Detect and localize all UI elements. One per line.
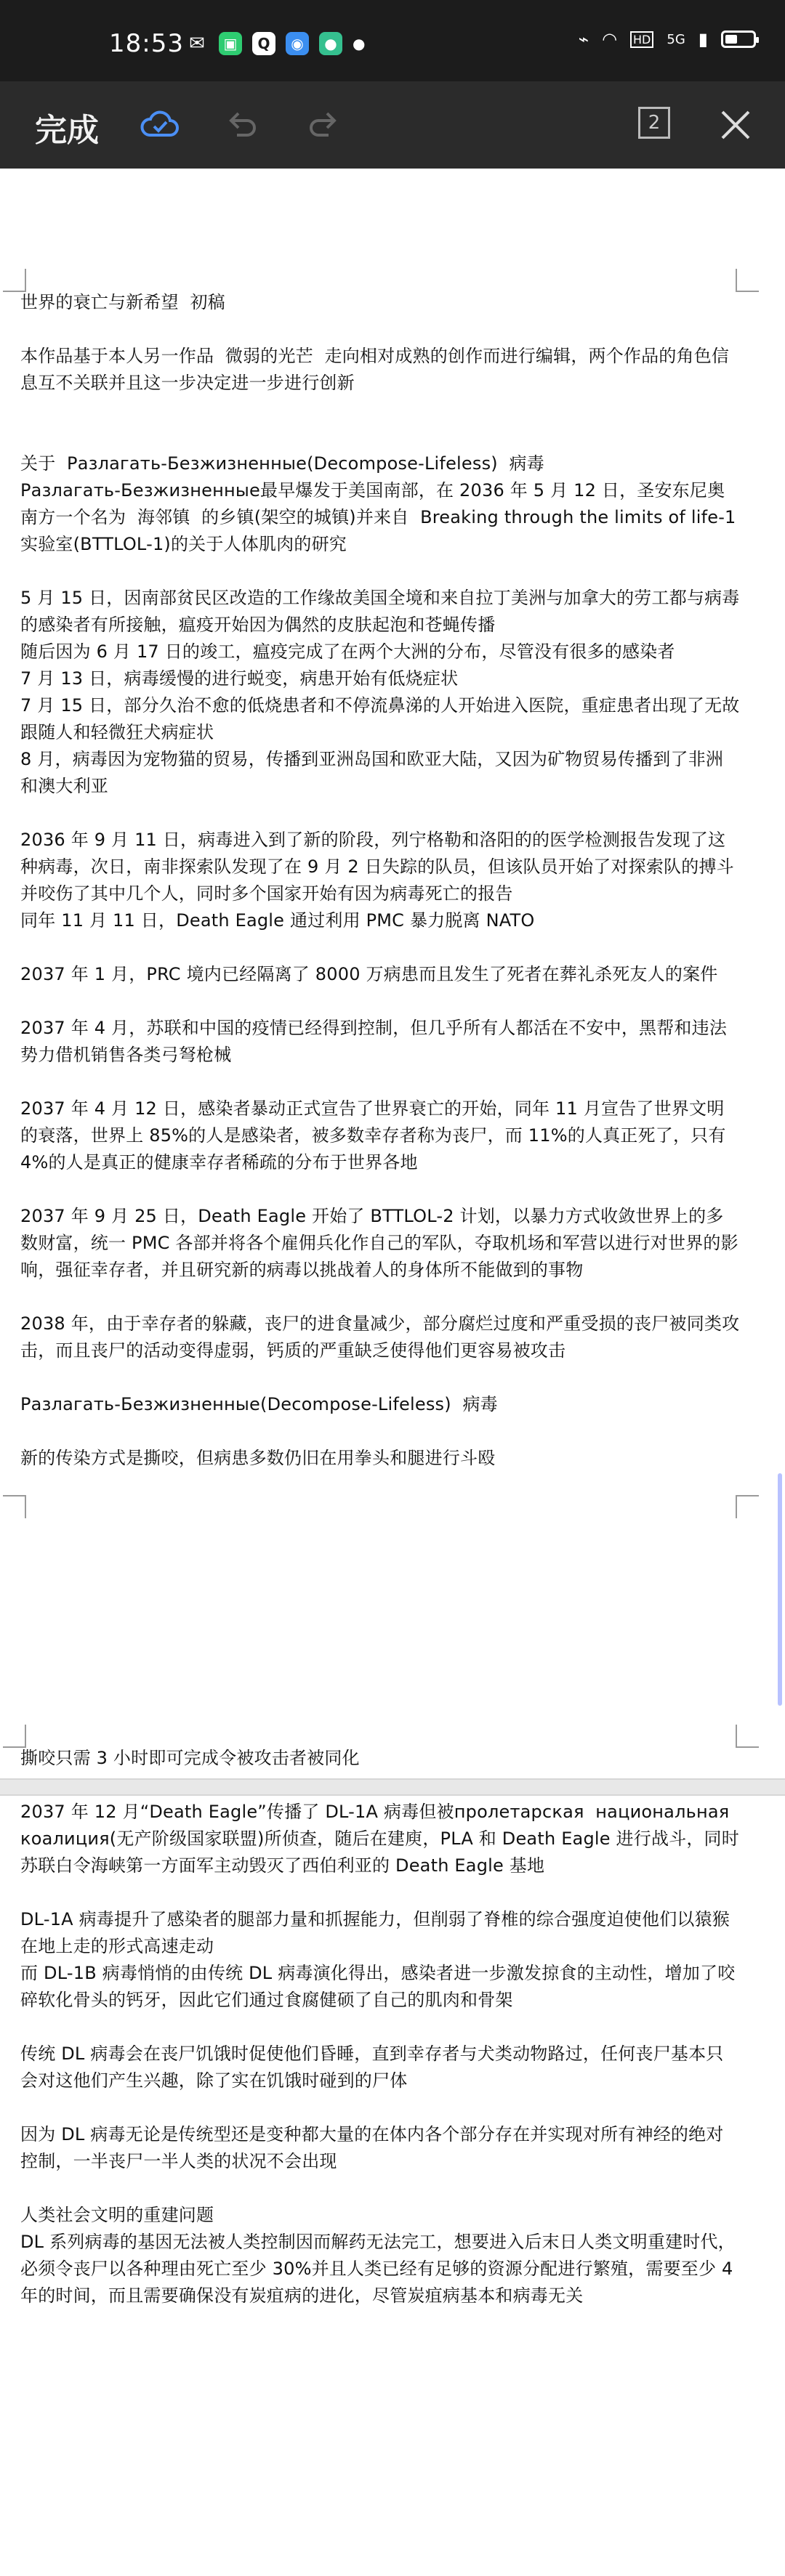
blank-line xyxy=(20,1176,740,1203)
wechat-icon: ✉ xyxy=(189,33,205,54)
blank-line xyxy=(20,1364,740,1391)
editor-toolbar xyxy=(0,81,785,169)
blank-line xyxy=(20,1418,740,1445)
paragraph: 撕咬只需 3 小时即可完成令被攻击者被同化 xyxy=(20,1748,360,1768)
wifi-icon: ◠ xyxy=(602,29,618,49)
blank-line xyxy=(20,2014,740,2041)
paragraph: 随后因为 6 月 17 日的竣工，瘟疫完成了在两个大洲的分布，尽管没有很多的感染者 xyxy=(20,641,675,662)
blank-line xyxy=(20,934,740,961)
paragraph: DL 系列病毒的基因无法被人类控制因而解药无法完工，想要进入后末日人类文明重建时代，必须令丧尸以各种理由死亡至少 30%并且人类已经有足够的资源分配进行繁殖，需要至少 4 年的时间，而且需要确保没有炭疽病的进化，尽管炭疽病基本和病毒无关 xyxy=(20,2232,739,2306)
page-corner-mark xyxy=(736,1495,759,1518)
app-icon: ▣ xyxy=(219,32,242,55)
blank-line xyxy=(20,1772,740,1799)
cloud-sync-icon[interactable] xyxy=(138,103,182,147)
more-notifications-icon: ● xyxy=(353,35,366,52)
blank-line xyxy=(20,397,740,424)
system-status xyxy=(579,29,756,49)
page-count-button[interactable]: 2 xyxy=(638,107,670,139)
paragraph: 人类社会文明的重建问题 xyxy=(20,2205,214,2225)
paragraph: 2037 年 4 月，苏联和中国的疫情已经得到控制，但几乎所有人都活在不安中，黑帮和违法势力借机销售各类弓弩枪械 xyxy=(20,1018,728,1065)
vibrate-icon: ⌁ xyxy=(578,29,589,49)
done-button[interactable]: 完成 xyxy=(31,103,103,151)
blank-line xyxy=(20,1879,740,1906)
paragraph: 7 月 13 日，病毒缓慢的进行蜕变，病患开始有低烧症状 xyxy=(20,668,459,689)
paragraph: 2037 年 4 月 12 日，感染者暴动正式宣告了世界衰亡的开始，同年 11 月宣告了世界文明的衰落，世界上 85%的人是感染者，被多数幸存者称为丧尸，而 11%的人真正死了，只有 4%的人是真正的健康幸存者稀疏的分布于世界各地 xyxy=(20,1098,732,1172)
redo-icon[interactable] xyxy=(302,103,346,147)
paragraph: 2038 年，由于幸存者的躲藏，丧尸的进食量减少，部分腐烂过度和严重受损的丧尸被同类攻击，而且丧尸的活动变得虚弱，钙质的严重缺乏使得他们更容易被攻击 xyxy=(20,1313,740,1361)
paragraph: 8 月，病毒因为宠物猫的贸易，传播到亚洲岛国和欧亚大陆，又因为矿物贸易传播到了非洲和澳大利亚 xyxy=(20,749,724,796)
blank-line xyxy=(20,424,740,450)
blank-line xyxy=(20,988,740,1015)
page-2-text[interactable] xyxy=(20,1745,740,2309)
chat-icon: ● xyxy=(319,32,342,55)
blank-line xyxy=(20,800,740,827)
paragraph: 而 DL-1B 病毒悄悄的由传统 DL 病毒演化得出，感染者进一步激发掠食的主动性，增加了咬碎软化骨头的钙牙，因此它们通过食腐健硕了自己的肌肉和骨架 xyxy=(20,1963,736,2010)
battery-icon xyxy=(721,31,756,48)
paragraph: 7 月 15 日，部分久治不愈的低烧患者和不停流鼻涕的人开始进入医院，重症患者出现了无故跟随人和轻微狂犬病症状 xyxy=(20,695,740,742)
paragraph: 世界的衰亡与新希望 初稿 xyxy=(20,292,225,312)
paragraph: 关于 Разлагать-Безжизненные(Decompose-Lifeless) 病毒 xyxy=(20,453,544,474)
paragraph: 5 月 15 日，因南部贫民区改造的工作缘故美国全境和来自拉丁美洲与加拿大的劳工都与病毒的感染者有所接触，瘟疫开始因为偶然的皮肤起泡和苍蝇传播 xyxy=(20,588,740,635)
blank-line xyxy=(20,2094,740,2121)
browser-icon: ◉ xyxy=(286,32,309,55)
blank-line xyxy=(20,558,740,585)
blank-line xyxy=(20,316,740,343)
paragraph: 因为 DL 病毒无论是传统型还是变种都大量的在体内各个部分存在并实现对所有神经的绝对控制，一半丧尸一半人类的状况不会出现 xyxy=(20,2124,724,2171)
paragraph: 2037 年 1 月，PRC 境内已经隔离了 8000 万病患而且发生了死者在葬礼杀死友人的案件 xyxy=(20,964,718,984)
blank-line xyxy=(20,1069,740,1095)
close-icon[interactable] xyxy=(714,103,757,147)
paragraph: 2036 年 9 月 11 日，病毒进入到了新的阶段，列宁格勒和洛阳的的医学检测报告发现了这种病毒，次日，南非探索队发现了在 9 月 2 日失踪的队员，但该队员开始了对探索队的搏斗并咬伤了其中几个人，同时多个国家开始有因为病毒死亡的报告 xyxy=(20,830,734,904)
notification-icons xyxy=(185,32,365,55)
paragraph: Разлагать-Безжизненные最早爆发于美国南部，在 2036 年 5 月 12 日，圣安东尼奥南方一个名为 海邻镇 的乡镇(架空的城镇)并来自 Breaking through the limits of life-1 实验室(BTTLOL-1)的关于人体肌肉的研究 xyxy=(20,480,742,554)
document-area[interactable] xyxy=(0,169,785,2576)
undo-icon[interactable] xyxy=(220,103,263,147)
blank-line xyxy=(20,2175,740,2202)
scrollbar[interactable] xyxy=(778,1473,782,1706)
paragraph: 本作品基于本人另一作品 微弱的光芒 走向相对成熟的创作而进行编辑，两个作品的角色信息互不关联并且这一步决定进一步进行创新 xyxy=(20,346,730,393)
paragraph: 传统 DL 病毒会在丧尸饥饿时促使他们昏睡，直到幸存者与犬类动物路过，任何丧尸基本只会对这他们产生兴趣，除了实在饥饿时碰到的尸体 xyxy=(20,2044,724,2091)
status-bar xyxy=(0,0,785,81)
page-1-text[interactable] xyxy=(20,289,740,1472)
page-corner-mark xyxy=(3,1495,26,1518)
paragraph: 2037 年 9 月 25 日，Death Eagle 开始了 BTTLOL-2 计划，以暴力方式收敛世界上的多数财富，统一 PMC 各部并将各个雇佣兵化作自己的军队，夺取机场和军营以进行对世界的影响，强征幸存者，并且研究新的病毒以挑战着人的身体所不能做到的事物 xyxy=(20,1206,738,1280)
paragraph: 2037 年 12 月“Death Eagle”传播了 DL-1A 病毒但被пролетарская национальная коалиция(无产阶级国家联盟)所侦查，随后在建庾，PLA 和 Death Eagle 进行战斗，同时苏联白令海峡第一方面军主动毁灭了西伯利亚的 Death Eagle 基地 xyxy=(20,1802,741,1876)
q-icon: Q xyxy=(252,32,275,55)
status-time: 18:53 xyxy=(109,29,184,58)
paragraph: 同年 11 月 11 日，Death Eagle 通过利用 PMC 暴力脱离 NATO xyxy=(20,910,535,931)
network-label: 5G xyxy=(667,31,685,47)
blank-line xyxy=(20,1284,740,1311)
hd-label: HD xyxy=(630,31,653,48)
paragraph: DL-1A 病毒提升了感染者的腿部力量和抓握能力，但削弱了脊椎的综合强度迫使他们以猿猴在地上走的形式高速走动 xyxy=(20,1909,730,1956)
signal-icon: ▮ xyxy=(698,29,708,49)
paragraph: 新的传染方式是撕咬，但病患多数仍旧在用拳头和腿进行斗殴 xyxy=(20,1448,496,1468)
paragraph: Разлагать-Безжизненные(Decompose-Lifeless) 病毒 xyxy=(20,1394,498,1414)
